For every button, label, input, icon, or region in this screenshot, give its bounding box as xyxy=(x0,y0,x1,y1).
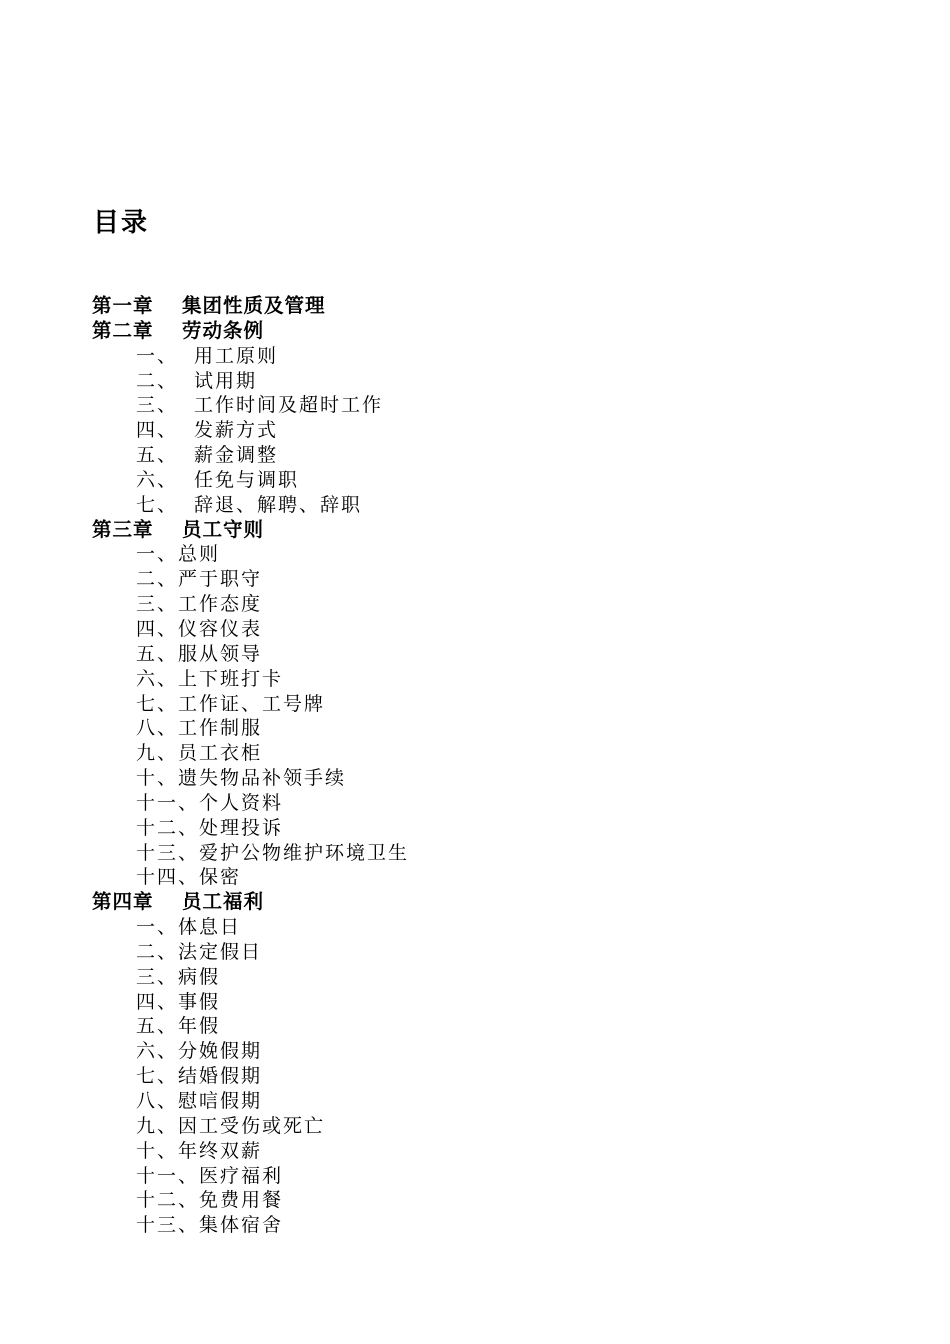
toc-item xyxy=(92,468,912,493)
toc-item-number: 一、 xyxy=(136,916,179,939)
toc-item-title: 工作时间及超时工作 xyxy=(194,394,384,417)
toc-item-title: 病假 xyxy=(178,965,221,988)
toc-item xyxy=(92,344,912,369)
toc-item-title: 保密 xyxy=(199,866,242,889)
toc-item-title: 工作态度 xyxy=(178,593,263,616)
toc-item xyxy=(92,1089,912,1114)
toc-item-title: 爱护公物维护环境卫生 xyxy=(199,841,410,864)
toc-item-title: 年假 xyxy=(178,1015,221,1038)
toc-item-title: 事假 xyxy=(178,990,221,1013)
toc-chapter xyxy=(92,518,912,543)
toc-item xyxy=(92,1014,912,1039)
toc-item-title: 法定假日 xyxy=(178,940,263,963)
toc-item-number: 九、 xyxy=(136,1114,179,1137)
toc-item xyxy=(92,841,912,866)
toc-item-title: 仪容仪表 xyxy=(178,617,263,640)
toc-item xyxy=(92,592,912,617)
toc-item xyxy=(92,692,912,717)
toc-chapter-title: 员工福利 xyxy=(182,890,265,914)
toc-chapter-title: 员工守则 xyxy=(182,517,265,541)
toc-chapter-number: 第四章 xyxy=(92,890,154,914)
toc-chapter-title: 劳动条例 xyxy=(182,318,265,342)
toc-item-number: 十二、 xyxy=(136,1189,200,1212)
toc-item xyxy=(92,766,912,791)
toc-item xyxy=(92,816,912,841)
toc-item-title: 因工受伤或死亡 xyxy=(178,1114,326,1137)
toc-item xyxy=(92,1064,912,1089)
toc-item-number: 八、 xyxy=(136,717,179,740)
toc-item xyxy=(92,667,912,692)
toc-item-number: 三、 xyxy=(136,394,179,417)
toc-item-number: 十一、 xyxy=(136,791,200,814)
toc-item xyxy=(92,716,912,741)
toc-item xyxy=(92,915,912,940)
toc-item xyxy=(92,1164,912,1189)
toc-item-title: 工作制服 xyxy=(178,717,263,740)
toc-item-number: 八、 xyxy=(136,1090,179,1112)
toc-item-title: 医疗福利 xyxy=(199,1164,284,1187)
toc-item-title: 任免与调职 xyxy=(194,468,300,491)
toc-item-title: 试用期 xyxy=(194,369,258,392)
toc-item-title: 发薪方式 xyxy=(194,419,279,442)
toc-title: 目录 xyxy=(93,208,150,238)
toc-item xyxy=(92,393,912,418)
toc-item-title: 个人资料 xyxy=(199,791,284,814)
toc-item xyxy=(92,940,912,965)
toc-item-number: 十、 xyxy=(136,1139,179,1162)
toc-chapter-number: 第三章 xyxy=(92,517,154,541)
toc-item-title: 慰唁假期 xyxy=(178,1090,263,1112)
toc-item-title: 薪金调整 xyxy=(194,444,279,467)
toc-item xyxy=(92,741,912,766)
toc-item-title: 免费用餐 xyxy=(199,1189,284,1212)
toc-item-title: 年终双薪 xyxy=(178,1139,263,1162)
toc-chapter-title: 集团性质及管理 xyxy=(182,294,326,317)
toc-chapter xyxy=(92,294,912,319)
toc-item-title: 用工原则 xyxy=(194,344,279,367)
toc-item xyxy=(92,369,912,394)
toc-item-number: 六、 xyxy=(136,1040,179,1063)
toc-item-number: 十一、 xyxy=(136,1164,200,1187)
toc-item-number: 二、 xyxy=(136,940,179,963)
toc-item xyxy=(92,1114,912,1139)
toc-item-number: 七、 xyxy=(136,493,179,516)
toc-item xyxy=(92,1188,912,1213)
toc-chapter xyxy=(92,890,912,915)
toc-item-number: 六、 xyxy=(136,468,179,491)
toc-item-number: 十三、 xyxy=(136,841,200,864)
toc-item-number: 十三、 xyxy=(136,1214,200,1237)
toc-item xyxy=(92,791,912,816)
toc-item xyxy=(92,617,912,642)
toc-item-number: 一、 xyxy=(136,543,179,566)
toc-item-title: 集体宿舍 xyxy=(199,1214,284,1237)
toc-item-number: 四、 xyxy=(136,419,179,442)
toc-item xyxy=(92,542,912,567)
toc-item-number: 三、 xyxy=(136,593,179,616)
toc-item xyxy=(92,865,912,890)
toc-item-title: 体息日 xyxy=(178,916,242,939)
toc-item-number: 七、 xyxy=(136,1065,179,1088)
toc-item-number: 九、 xyxy=(136,742,179,765)
toc-item-number: 二、 xyxy=(136,369,179,392)
toc-item xyxy=(92,965,912,990)
toc-item-number: 五、 xyxy=(136,1015,179,1038)
toc-item-title: 员工衣柜 xyxy=(178,742,263,765)
toc-item-number: 二、 xyxy=(136,568,179,591)
toc-chapter-number: 第一章 xyxy=(92,294,154,317)
toc-item xyxy=(92,418,912,443)
toc-item-number: 四、 xyxy=(136,990,179,1013)
toc-item xyxy=(92,1139,912,1164)
toc-item xyxy=(92,567,912,592)
toc-item-number: 三、 xyxy=(136,965,179,988)
toc-item-title: 结婚假期 xyxy=(178,1065,263,1088)
toc-item-title: 总则 xyxy=(178,543,221,566)
toc-item-title: 严于职守 xyxy=(178,568,263,591)
toc-item-title: 分娩假期 xyxy=(178,1040,263,1063)
toc-item-number: 十四、 xyxy=(136,866,200,889)
toc-item xyxy=(92,493,912,518)
toc-item-number: 四、 xyxy=(136,617,179,640)
toc-item xyxy=(92,642,912,667)
toc-item xyxy=(92,1213,912,1238)
table-of-contents xyxy=(92,294,912,1238)
toc-item-title: 服从领导 xyxy=(178,642,263,665)
toc-item-number: 六、 xyxy=(136,667,179,690)
toc-item-title: 上下班打卡 xyxy=(178,667,284,690)
toc-chapter-number: 第二章 xyxy=(92,318,154,342)
toc-item-title: 遗失物品补领手续 xyxy=(178,767,347,790)
toc-item xyxy=(92,1039,912,1064)
toc-item-title: 工作证、工号牌 xyxy=(178,692,326,715)
toc-item-number: 七、 xyxy=(136,692,179,715)
toc-item-title: 处理投诉 xyxy=(199,816,284,839)
toc-item-number: 一、 xyxy=(136,344,179,367)
toc-item-title: 辞退、解聘、辞职 xyxy=(194,493,363,516)
toc-chapter xyxy=(92,319,912,344)
toc-item-number: 十二、 xyxy=(136,816,200,839)
toc-item-number: 十、 xyxy=(136,767,179,790)
toc-item xyxy=(92,443,912,468)
toc-item-number: 五、 xyxy=(136,444,179,467)
toc-item xyxy=(92,990,912,1015)
toc-item-number: 五、 xyxy=(136,642,179,665)
